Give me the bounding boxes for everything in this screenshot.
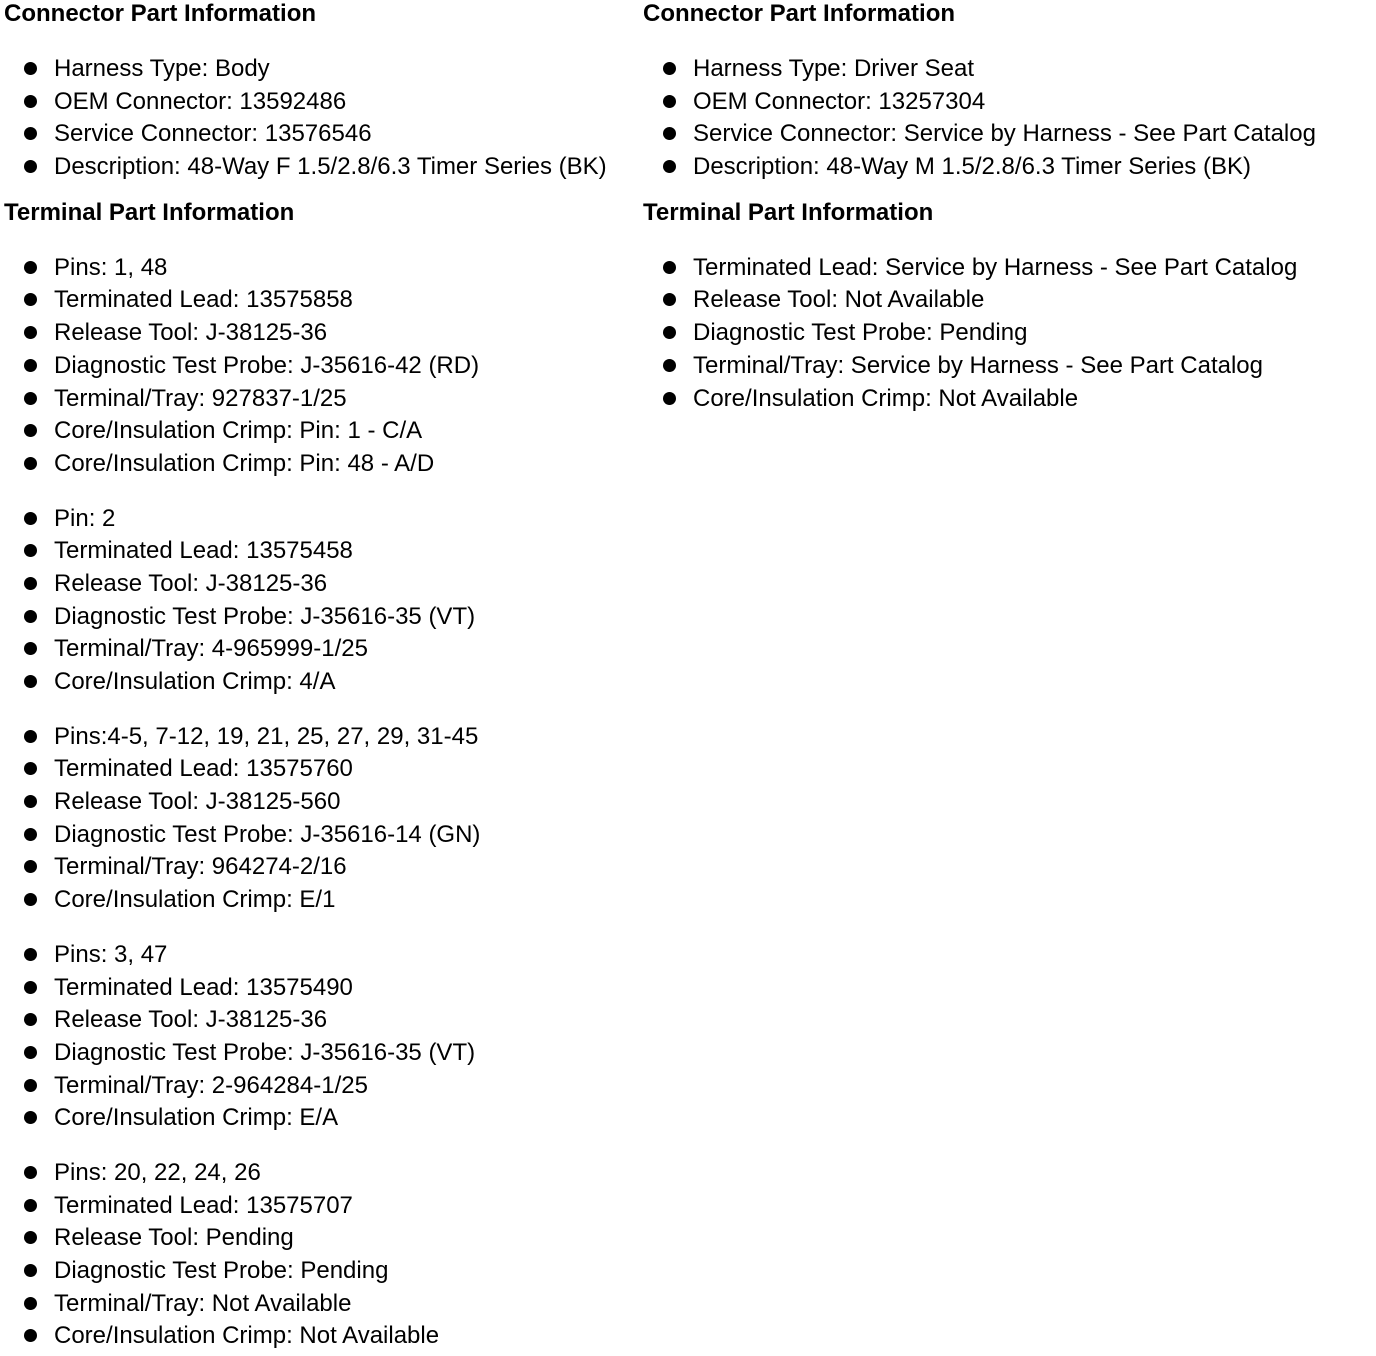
list-item	[643, 153, 1373, 186]
list-item	[4, 319, 638, 352]
bullet-icon	[663, 127, 676, 140]
bullet-icon	[663, 326, 676, 339]
list-item	[4, 886, 638, 919]
bullet-icon	[24, 1111, 37, 1124]
bullet-icon	[24, 127, 37, 140]
bullet-icon	[24, 1231, 37, 1244]
list-item-text: Pins: 3, 47	[54, 940, 168, 968]
list-item-text: Diagnostic Test Probe: J-35616-35 (VT)	[54, 1038, 476, 1066]
left-column	[4, 0, 638, 1355]
terminal-pin-group	[4, 505, 638, 701]
bullet-icon	[24, 828, 37, 841]
list-item	[4, 1072, 638, 1105]
list-item-text: Harness Type: Body	[54, 55, 270, 82]
bullet-icon	[24, 1079, 37, 1092]
list-item-text: Service Connector: 13576546	[54, 120, 372, 148]
list-item-text: Release Tool: J-38125-36	[54, 319, 328, 347]
list-item-text: Core/Insulation Crimp: E/A	[54, 1104, 339, 1132]
terminal-pin-group	[4, 1159, 638, 1355]
bullet-icon	[24, 730, 37, 743]
list-item-text: Terminated Lead: 13575490	[54, 973, 353, 1001]
bullet-icon	[24, 261, 37, 274]
list-item-text: Terminated Lead: 13575707	[54, 1191, 353, 1219]
list-item-text: Core/Insulation Crimp: E/1	[54, 886, 336, 914]
connector-info-list	[643, 55, 1373, 186]
list-item-text: Diagnostic Test Probe: Pending	[693, 319, 1028, 347]
bullet-icon	[24, 762, 37, 775]
list-item	[4, 603, 638, 636]
bullet-icon	[24, 675, 37, 688]
list-item-text: Terminal/Tray: Not Available	[54, 1289, 352, 1317]
list-item-text: Terminated Lead: 13575760	[54, 755, 353, 783]
list-item	[643, 88, 1373, 121]
list-item-text: Core/Insulation Crimp: Not Available	[693, 384, 1079, 412]
list-item	[4, 1290, 638, 1323]
connector-part-heading: Connector Part Information	[4, 0, 317, 27]
bullet-icon	[24, 544, 37, 557]
list-item	[4, 1224, 638, 1257]
bullet-icon	[24, 610, 37, 623]
bullet-icon	[24, 577, 37, 590]
terminal-pin-group	[4, 723, 638, 919]
bullet-icon	[24, 981, 37, 994]
list-item-text: Core/Insulation Crimp: Not Available	[54, 1322, 440, 1350]
list-item	[4, 853, 638, 886]
bullet-icon	[24, 512, 37, 525]
list-item	[643, 319, 1373, 352]
bullet-icon	[24, 948, 37, 961]
list-item	[4, 1257, 638, 1290]
terminal-part-heading: Terminal Part Information	[643, 198, 934, 226]
list-item	[4, 1104, 638, 1137]
list-item-text: Service Connector: Service by Harness - See Part Catalog	[693, 120, 1316, 148]
list-item-text: Terminated Lead: 13575858	[54, 286, 353, 314]
list-item	[4, 254, 638, 287]
list-item-text: Harness Type: Driver Seat	[693, 55, 975, 82]
bullet-icon	[24, 1166, 37, 1179]
list-item	[4, 1159, 638, 1192]
bullet-icon	[24, 642, 37, 655]
list-item-text: Release Tool: J-38125-36	[54, 569, 328, 597]
bullet-icon	[24, 424, 37, 437]
list-item-text: Terminal/Tray: 4-965999-1/25	[54, 635, 368, 663]
connector-part-heading: Connector Part Information	[643, 0, 956, 27]
list-item-text: Terminated Lead: 13575458	[54, 537, 353, 565]
list-item	[4, 974, 638, 1007]
bullet-icon	[663, 392, 676, 405]
list-item	[4, 941, 638, 974]
bullet-icon	[663, 359, 676, 372]
list-item-text: Pins:4-5, 7-12, 19, 21, 25, 27, 29, 31-45	[54, 722, 479, 750]
list-item	[4, 570, 638, 603]
list-item	[4, 1006, 638, 1039]
list-item	[4, 352, 638, 385]
bullet-icon	[24, 893, 37, 906]
list-item-text: Terminal/Tray: 927837-1/25	[54, 384, 347, 412]
bullet-icon	[24, 1264, 37, 1277]
list-item	[4, 668, 638, 701]
list-item	[4, 153, 638, 186]
bullet-icon	[663, 95, 676, 108]
list-item-text: OEM Connector: 13592486	[54, 87, 347, 115]
list-item	[4, 1039, 638, 1072]
terminal-pin-group	[4, 941, 638, 1137]
bullet-icon	[24, 1013, 37, 1026]
list-item	[4, 505, 638, 538]
terminal-groups	[643, 254, 1373, 417]
list-item	[4, 1322, 638, 1355]
list-item	[4, 788, 638, 821]
list-item-text: Terminal/Tray: Service by Harness - See Part Catalog	[693, 351, 1263, 379]
bullet-icon	[24, 392, 37, 405]
bullet-icon	[24, 95, 37, 108]
list-item	[4, 120, 638, 153]
list-item	[643, 120, 1373, 153]
bullet-icon	[24, 359, 37, 372]
list-item	[4, 385, 638, 418]
terminal-part-heading: Terminal Part Information	[4, 198, 295, 226]
bullet-icon	[663, 160, 676, 173]
bullet-icon	[663, 293, 676, 306]
list-item-text: Pin: 2	[54, 504, 116, 532]
list-item-text: Diagnostic Test Probe: J-35616-14 (GN)	[54, 820, 481, 848]
list-item	[4, 821, 638, 854]
list-item-text: Pins: 20, 22, 24, 26	[54, 1158, 261, 1186]
bullet-icon	[24, 293, 37, 306]
list-item-text: Description: 48-Way M 1.5/2.8/6.3 Timer Series (BK)	[693, 153, 1251, 181]
list-item-text: Release Tool: Not Available	[693, 286, 985, 314]
list-item-text: Release Tool: J-38125-36	[54, 1006, 328, 1034]
terminal-pin-group	[4, 254, 638, 483]
connector-info-list	[4, 55, 638, 186]
bullet-icon	[24, 1329, 37, 1342]
list-item-text: Release Tool: J-38125-560	[54, 788, 341, 816]
list-item-text: OEM Connector: 13257304	[693, 87, 986, 115]
list-item	[4, 755, 638, 788]
list-item	[643, 352, 1373, 385]
bullet-icon	[663, 62, 676, 75]
list-item	[643, 254, 1373, 287]
list-item-text: Diagnostic Test Probe: Pending	[54, 1257, 389, 1284]
list-item-text: Core/Insulation Crimp: Pin: 1 - C/A	[54, 417, 423, 445]
list-item-text: Release Tool: Pending	[54, 1224, 294, 1252]
bullet-icon	[24, 326, 37, 339]
list-item	[4, 88, 638, 121]
bullet-icon	[24, 860, 37, 873]
bullet-icon	[24, 795, 37, 808]
list-item	[4, 417, 638, 450]
list-item	[4, 286, 638, 319]
list-item	[4, 1192, 638, 1225]
list-item	[4, 450, 638, 483]
list-item-text: Terminal/Tray: 2-964284-1/25	[54, 1071, 368, 1099]
list-item	[4, 55, 638, 88]
list-item-text: Core/Insulation Crimp: 4/A	[54, 668, 336, 695]
bullet-icon	[24, 1199, 37, 1212]
list-item-text: Terminal/Tray: 964274-2/16	[54, 853, 347, 881]
bullet-icon	[24, 160, 37, 173]
list-item	[643, 55, 1373, 88]
terminal-groups	[4, 254, 638, 1355]
list-item-text: Core/Insulation Crimp: Pin: 48 - A/D	[54, 449, 435, 477]
terminal-pin-group	[643, 254, 1373, 417]
list-item	[643, 385, 1373, 418]
list-item-text: Diagnostic Test Probe: J-35616-42 (RD)	[54, 351, 480, 379]
bullet-icon	[24, 1297, 37, 1310]
bullet-icon	[663, 261, 676, 274]
right-column	[643, 0, 1373, 417]
list-item	[4, 723, 638, 756]
list-item-text: Diagnostic Test Probe: J-35616-35 (VT)	[54, 602, 476, 630]
bullet-icon	[24, 457, 37, 470]
bullet-icon	[24, 1046, 37, 1059]
list-item	[4, 635, 638, 668]
list-item	[4, 537, 638, 570]
list-item	[643, 286, 1373, 319]
bullet-icon	[24, 62, 37, 75]
list-item-text: Terminated Lead: Service by Harness - See Part Catalog	[693, 253, 1298, 281]
list-item-text: Pins: 1, 48	[54, 253, 168, 281]
list-item-text: Description: 48-Way F 1.5/2.8/6.3 Timer Series (BK)	[54, 153, 607, 181]
